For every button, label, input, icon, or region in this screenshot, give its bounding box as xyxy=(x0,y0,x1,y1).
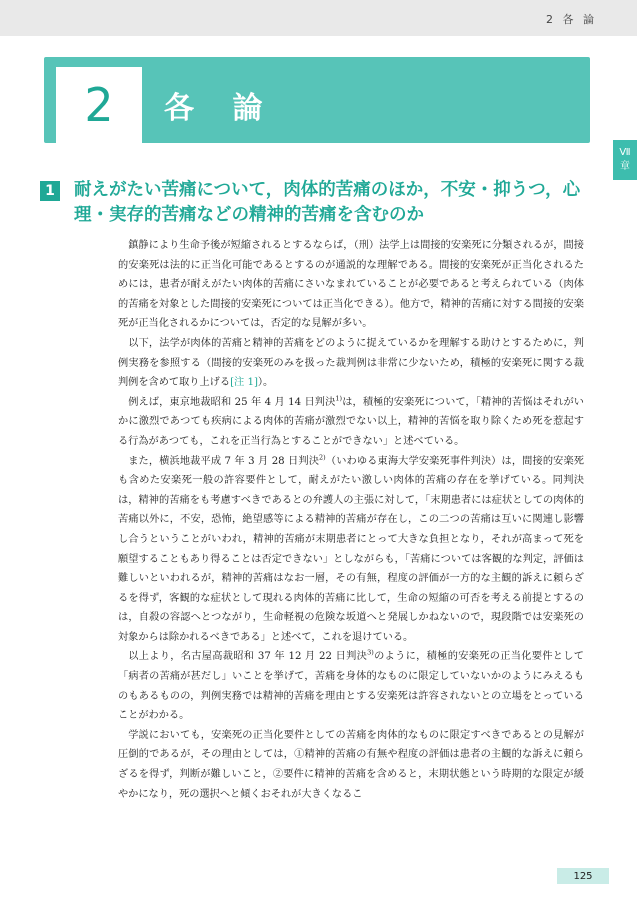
page-number: 125 xyxy=(557,868,609,884)
side-tab-label: 章 xyxy=(620,161,630,172)
paragraph-text: のように，積極的安楽死の正当化要件として「病者の苦痛が甚だし」いことを挙げて，苦痛を身体的なものに限定していないかのようにみえるものもあるものの，判例実務では精神的苦痛を理由とする安楽死は許容されないとの立場をとっていることがわかる。 xyxy=(118,651,584,722)
paragraph xyxy=(118,452,584,648)
running-head: 2 各 論 xyxy=(546,13,597,26)
paragraph-text: ）。 xyxy=(257,377,274,389)
section-number: 1 xyxy=(40,181,60,201)
footnote-marker: 2) xyxy=(319,453,326,462)
paragraph-text: 以上より，名古屋高裁昭和 37 年 12 月 22 日判決 xyxy=(128,651,368,663)
paragraph-text: 鎮静により生命予後が短縮されるとするならば，（刑）法学上は間接的安楽死に分類されるが，間接的安楽死は法的に正当化可能であるとするのが通説的な理解である。間接的安楽死が正当化されるためには，患者が耐えがたい肉体的苦痛にさいなまれていることが必要であると考えられている（肉体的苦痛を対象とした間接的安楽死については正当化できる）。他方で，精神的苦痛に対する間接的安楽死が正当化されるかについては，否定的な見解が多い。 xyxy=(118,240,584,330)
footnote-marker: 3) xyxy=(367,649,374,658)
body-text xyxy=(118,236,584,804)
paragraph xyxy=(118,647,584,725)
paragraph-text: （いわゆる東海大学安楽死事件判決）は，間接的安楽死も含めた安楽死一般の許容要件として，耐えがたい激しい肉体的苦痛の存在を挙げている。同判決は，精神的苦痛をも考慮すべきであるとの弁護人の主張に対して，「末期患者には症状としての肉体的苦痛以外に，不安，恐怖，絶望感等による精神的苦痛が存在し，この二つの苦痛は互いに関連し影響し合うということがいわれ，精神的苦痛が末期患者にとって大きな負担となり，それが高まって死を願望することもあり得ることは否定できない」としながらも，「苦痛については客観的な判定，評価は難しいといわれるが，精神的苦痛はなお一層，その有無，程度の評価が一方的な主観的訴えに頼らざるを得ず，客観的な症状として現れる肉体的苦痛に比して，生命の短縮の可否を考える前提とするのは，自殺の容認へとつながり，生命軽視の危険な坂道へと発展しかねないので，現段階では安楽死の対象からは除かれるべきである」と述べて，これを退けている。 xyxy=(118,455,584,643)
paragraph xyxy=(118,236,584,334)
footnote-marker: 1) xyxy=(335,394,343,403)
chapter-title: 各 論 xyxy=(164,91,277,126)
chapter-banner xyxy=(44,57,590,143)
chapter-side-tab xyxy=(613,140,637,180)
paragraph-text: 学説においても，安楽死の正当化要件としての苦痛を肉体的なものに限定すべきであるとの見解が圧倒的であるが，その理由としては，①精神的苦痛の有無や程度の評価は患者の主観的な訴えに頼らざるを得ず，判断が難しいこと，②要件に精神的苦痛を含めると，末期状態という時期的な限定が緩やかになり，死の選択へと傾くおそれが大きくなるこ xyxy=(118,729,584,800)
paragraph-text: 例えば，東京地裁昭和 25 年 4 月 14 日判決 xyxy=(128,396,336,408)
header-bar xyxy=(0,0,637,36)
paragraph xyxy=(118,393,584,452)
paragraph xyxy=(118,726,584,804)
side-tab-numeral: Ⅶ xyxy=(619,147,631,158)
chapter-number: 2 xyxy=(84,78,114,132)
paragraph xyxy=(118,334,584,393)
chapter-number-box xyxy=(56,67,142,143)
section-title: 耐えがたい苦痛について，肉体的苦痛のほか，不安・抑うつ，心理・実存的苦痛などの精神的苦痛を含むのか xyxy=(74,180,581,225)
paragraph-text: は，積極的安楽死について，「精神的苦悩はそれがいかに激烈であつても疾病による肉体的苦痛が激烈でない以上，精神的苦悩を取り除くため死を惹起する行為があつても，これを正当行為とすることができない」と述べている。 xyxy=(118,396,584,447)
note-reference[interactable]: [注 1] xyxy=(230,377,258,389)
paragraph-text: 以下，法学が肉体的苦痛と精神的苦痛をどのように捉えているかを理解する助けとするために，判例実務を参照する（間接的安楽死のみを扱った裁判例は非常に少ないため，積極的安楽死に関する裁判例を含めて取り上げる xyxy=(118,337,584,389)
paragraph-text: また，横浜地裁平成 7 年 3 月 28 日判決 xyxy=(128,455,320,467)
